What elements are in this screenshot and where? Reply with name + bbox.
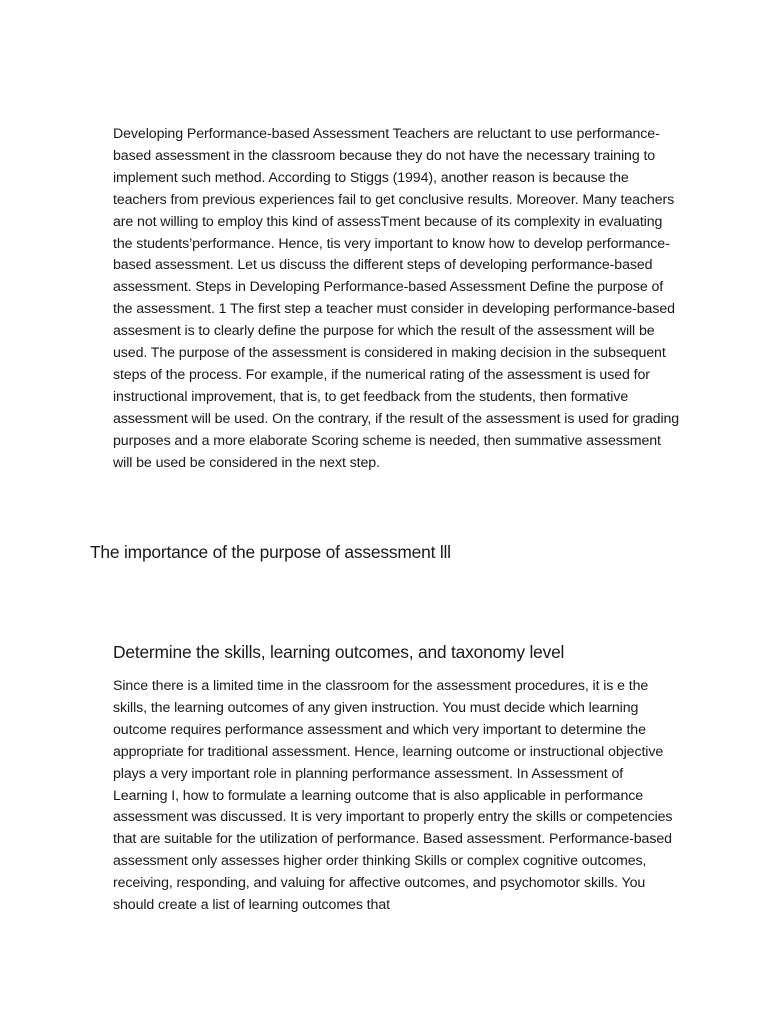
intro-paragraph: Developing Performance-based Assessment Teachers are reluctant to use performance-based assessment in the classroom because they do not have the necessary training to implement such method. According to Stiggs (1994), another reason is because the teachers from previous experiences fail to get conclusive results. Moreover. Many teachers are not willing to employ this kind of assessTment because of its complexity in evaluating the students’performance. Hence, tis very important to know how to develop performance-based assessment. Let us discuss the different steps of developing performance-based assessment. Steps in Developing Performance-based Assessment Define the purpose of the assessment. 1 The first step a teacher must consider in developing performance-based assesment is to clearly define the purpose for which the result of the assessment will be used. The purpose of the assessment is considered in making decision in the subsequent steps of the process. For example, if the numerical rating of the assessment is used for instructional improvement, that is, to get feedback from the students, then formative assessment will be used. On the contrary, if the result of the assessment is used for grading purposes and a more elaborate Scoring scheme is needed, then summative assessment will be used be considered in the next step. (113, 126, 680, 471)
skills-heading: Determine the skills, learning outcomes, and taxonomy level (113, 642, 565, 662)
purpose-heading: The importance of the purpose of assessment lll (90, 542, 451, 562)
skills-paragraph: Since there is a limited time in the classroom for the assessment procedures, it is e the skills, the learning outcomes of any given instruction. You must decide which learning outcome requires performance assessment and which very important to determine the appropriate for traditional assessment. Hence, learning outcome or instructional objective plays a very important role in planning performance assessment. In Assessment of Learning I, how to formulate a learning outcome that is also applicable in performance assessment was discussed. It is very important to properly entry the skills or competencies that are suitable for the utilization of performance. Based assessment. Performance-based assessment only assesses higher order thinking Skills or complex cognitive outcomes, receiving, responding, and valuing for affective outcomes, and psychomotor skills. You should create a list of learning outcomes that (113, 678, 673, 914)
